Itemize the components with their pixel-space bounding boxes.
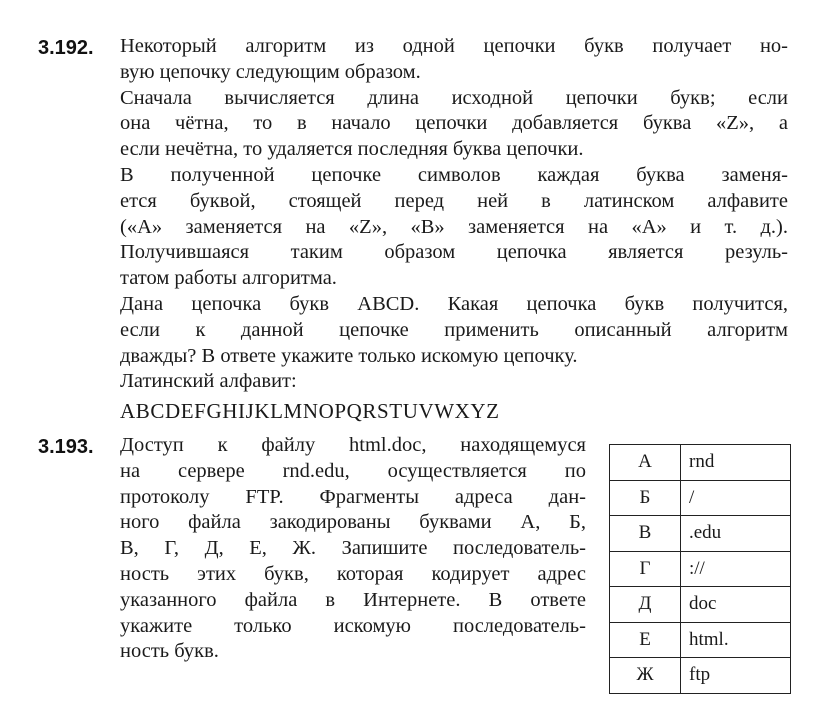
problem-line: Дана цепочка букв ABCD. Какая цепочка букв получится, (120, 292, 788, 315)
problem-number: 3.192. (38, 37, 94, 59)
problem-text (120, 34, 788, 395)
address-fragment: ftp (681, 658, 791, 694)
address-fragment: html. (681, 622, 791, 658)
problem-line: («А» заменяется на «Z», «В» заменяется на «А» и т. д.). (120, 215, 788, 238)
code-letter: А (610, 445, 681, 481)
problem-line: ного файла закодированы буквами А, Б, (120, 511, 586, 534)
problem-line: если к данной цепочке применить описанный алгоритм (120, 318, 788, 341)
problem-line: Доступ к файлу html.doc, находящемуся (120, 434, 586, 456)
problem-line: дважды? В ответе укажите только искомую цепочку. (120, 344, 578, 367)
address-fragment: rnd (681, 445, 791, 481)
code-letter: Г (610, 551, 681, 587)
table-row (610, 658, 791, 694)
table-row (610, 622, 791, 658)
problem-line: Получившаяся таким образом цепочка является резуль- (120, 241, 788, 264)
code-letter: В (610, 516, 681, 552)
address-fragment: / (681, 480, 791, 516)
table-row (610, 480, 791, 516)
problem-line: Некоторый алгоритм из одной цепочки букв получает но- (120, 35, 788, 57)
problem-line: протоколу FTP. Фрагменты адреса дан- (120, 485, 586, 508)
problem-text (120, 433, 586, 665)
problem-line: ется буквой, стоящей перед ней в латинском алфавите (120, 189, 788, 212)
code-letter: Е (610, 622, 681, 658)
code-letter: Б (610, 480, 681, 516)
table-row (610, 587, 791, 623)
problem-line: укажите только искомую последователь- (120, 614, 586, 637)
address-fragment: .edu (681, 516, 791, 552)
problem-number: 3.193. (38, 436, 94, 458)
address-fragment: :// (681, 551, 791, 587)
problem-line: вую цепочку следующим образом. (120, 60, 421, 83)
table-row (610, 445, 791, 481)
problem-line: на сервере rnd.edu, осуществляется по (120, 459, 586, 482)
code-letter: Д (610, 587, 681, 623)
problem-line: ность этих букв, которая кодирует адрес (120, 562, 586, 585)
address-fragment: doc (681, 587, 791, 623)
latin-alphabet: ABCDEFGHIJKLMNOPQRSTUVWXYZ (120, 399, 500, 423)
address-fragment-table (609, 444, 791, 694)
problem-line: ность букв. (120, 640, 219, 663)
table-row (610, 516, 791, 552)
problem-line: В, Г, Д, Е, Ж. Запишите последователь- (120, 537, 586, 560)
problem-line: если нечётна, то удаляется последняя буква цепочки. (120, 138, 584, 161)
code-letter: Ж (610, 658, 681, 694)
table-row (610, 551, 791, 587)
problem-line: она чётна, то в начало цепочки добавляется буква «Z», а (120, 112, 788, 135)
problem-line: указанного файла в Интернете. В ответе (120, 588, 586, 611)
problem-line: Латинский алфавит: (120, 370, 297, 393)
problem-line: В полученной цепочке символов каждая буква заменя- (120, 163, 788, 186)
problem-line: татом работы алгоритма. (120, 267, 337, 290)
problem-line: Сначала вычисляется длина исходной цепочки букв; если (120, 86, 788, 109)
